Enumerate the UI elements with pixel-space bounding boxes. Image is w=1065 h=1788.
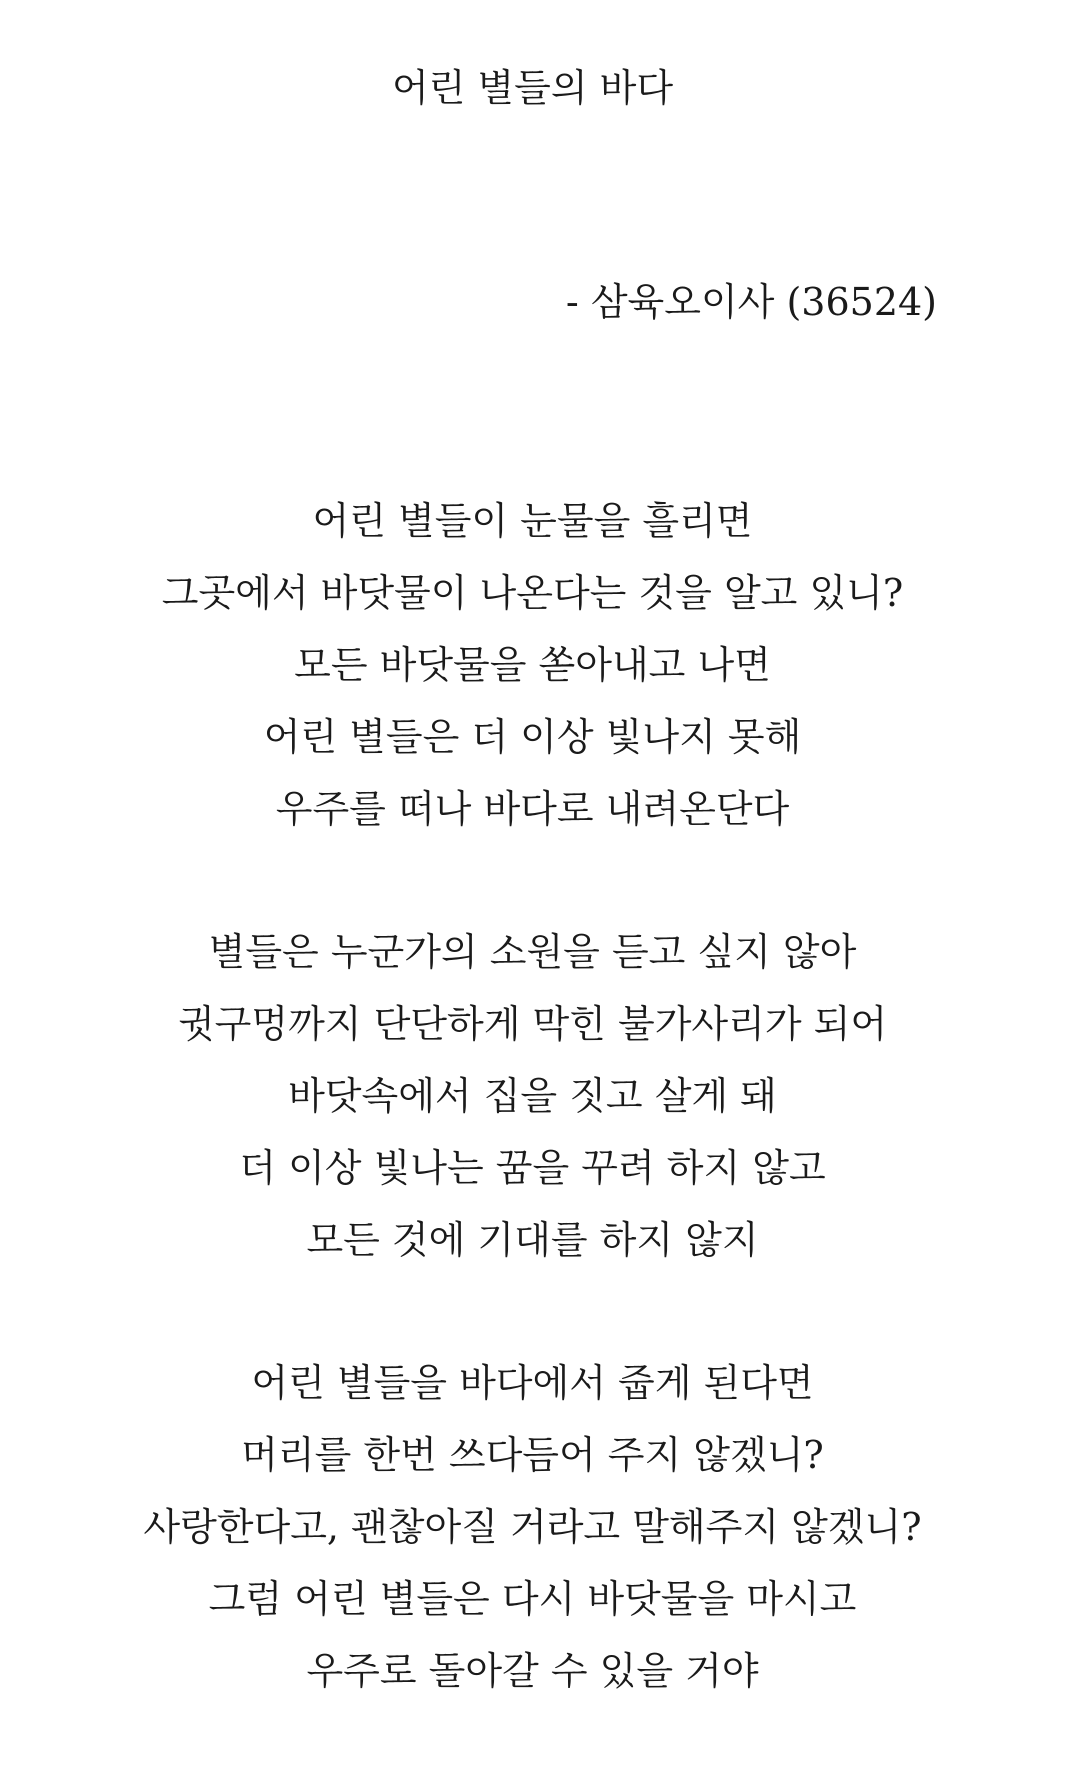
poem-line: 우주를 떠나 바다로 내려온단다 bbox=[275, 787, 790, 831]
poem-line: 어린 별들이 눈물을 흘리면 bbox=[312, 499, 753, 543]
stanza-3 bbox=[0, 1347, 1065, 1707]
poem-line: 바닷속에서 집을 짓고 살게 돼 bbox=[288, 1074, 777, 1118]
poem-title: 어린 별들의 바다 bbox=[391, 66, 674, 110]
poem-line: 어린 별들을 바다에서 줍게 된다면 bbox=[251, 1361, 814, 1405]
poem-line: 어린 별들은 더 이상 빛나지 못해 bbox=[263, 715, 802, 759]
poem-line: 모든 것에 기대를 하지 않지 bbox=[306, 1218, 759, 1262]
poem-line: 우주로 돌아갈 수 있을 거야 bbox=[306, 1649, 759, 1693]
poem-line: 그곳에서 바닷물이 나온다는 것을 알고 있니? bbox=[161, 571, 904, 615]
poem-line: 별들은 누군가의 소원을 듣고 싶지 않아 bbox=[208, 930, 857, 974]
poem-author: - 삼육오이사 (36524) bbox=[565, 280, 937, 324]
poem-line: 그럼 어린 별들은 다시 바닷물을 마시고 bbox=[208, 1577, 857, 1621]
poem-line: 더 이상 빛나는 꿈을 꾸려 하지 않고 bbox=[239, 1146, 826, 1190]
poem-line: 머리를 한번 쓰다듬어 주지 않겠니? bbox=[241, 1433, 824, 1477]
stanza-2 bbox=[0, 916, 1065, 1276]
poem-line: 모든 바닷물을 쏟아내고 나면 bbox=[294, 643, 771, 687]
poem-body bbox=[0, 485, 1065, 1778]
poem-line: 귓구멍까지 단단하게 막힌 불가사리가 되어 bbox=[177, 1002, 888, 1046]
stanza-1 bbox=[0, 485, 1065, 845]
poem-line: 사랑한다고, 괜찮아질 거라고 말해주지 않겠니? bbox=[143, 1505, 922, 1549]
